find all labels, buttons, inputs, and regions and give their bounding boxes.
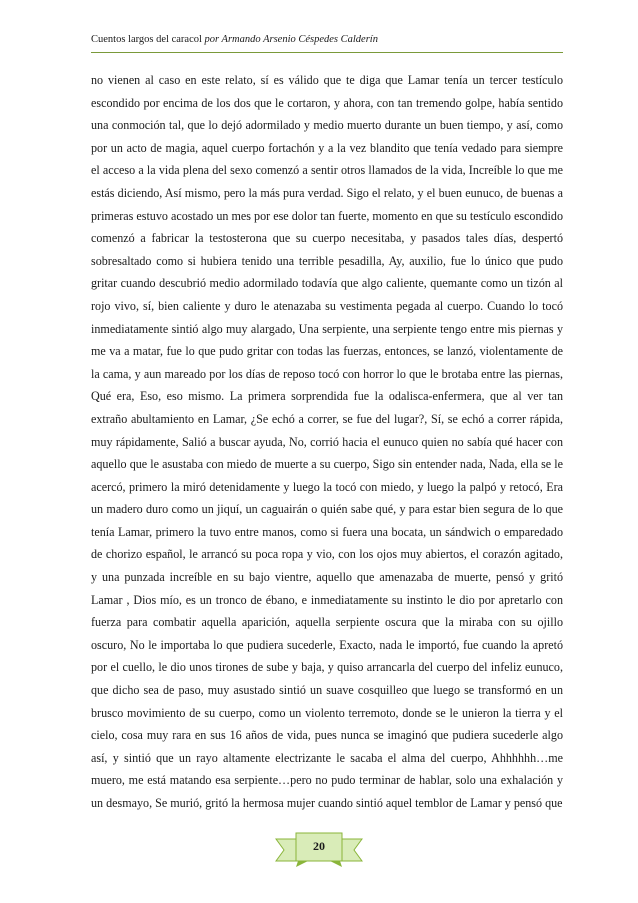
ribbon-left-tail <box>276 839 298 861</box>
header-rule <box>91 52 563 53</box>
book-author: por Armando Arsenio Céspedes Calderín <box>204 34 378 45</box>
body-paragraph: no vienen al caso en este relato, sí es válido que te diga que Lamar tenía un tercer testículo escondido por encima de los dos que le cortaron, y ahora, con tan tremendo golpe, había sentido una conmoción tal, que lo dejó adormilado y medio muerto durante un buen tiempo, y así, como por un acto de magia, aquel cuerpo fortachón y a la vez blandito que tenía vedado para siempre el acceso a la vida plena del sexo comenzó a sentir otros llamados de la vida, Increíble lo que me estás diciendo, Así mismo, pero la más pura verdad. Sigo el relato, y el buen eunuco, de buenas a primeras estuvo acostado un mes por ese dolor tan fuerte, momento en que su testículo escondido comenzó a fabricar la testosterona que su cuerpo necesitaba, y pasados tales días, despertó sobresaltado como si hubiera tenido una terrible pesadilla, Ay, auxilio, fue lo único que pudo gritar cuando descubrió medio adormilado todavía que algo caliente, quemante como un tizón al rojo vivo, sí, bien caliente y duro le atenazaba su vestimenta pegada al cuerpo. Cuando lo tocó inmediatamente sintió algo muy alargado, Una serpiente, una serpiente tengo entre mis piernas y me va a matar, fue lo que pudo gritar con todas las fuerzas, entonces, se lanzó, violentamente de la cama, y aun mareado por los días de reposo tocó con horror lo que le brotaba entre las piernas, Qué era, Eso, eso mismo. La primera sorprendida fue la odalisca-enfermera, que al ver tan extraño abultamiento en Lamar, ¿Se echó a correr, se fue del lugar?, Sí, se echó a correr rápida, muy rápidamente, Salió a buscar ayuda, No, corrió hacia el eunuco quien no sabía qué hacer con aquello que le asustaba con miedo de muerte a su cuerpo, Sigo sin entender nada, Nada, ella se le acercó, primero la miró detenidamente y luego la tocó con miedo, y luego la palpó y retocó, Era un madero duro como un jiquí, un caguairán o quién sabe qué, y para estar bien segura de lo que tenía Lamar, primero la tuvo entre manos, como si fuera una bocata, un sándwich o emparedado de chorizo español, le arrancó su poca ropa y vio, con los ojos muy abiertos, el corazón agitado, y una punzada increíble en su bajo vientre, aquello que amenazaba de muerte, pensó y gritó Lamar , Dios mío, es un tronco de ébano, e inmediatamente su instinto le dio por apretarlo con fuerza para combatir aquella aparición, aquella serpiente oscura que la miraba con su ojillo oscuro, No le importaba lo que pudiera sucederle, Exacto, nada le importó, fue cuando la apretó por el cuello, le dio unos tirones de sube y baja, y quiso arrancarla del cuerpo del infeliz eunuco, que dicho sea de paso, muy asustado sintió un suave cosquilleo que luego se transformó en un brusco movimiento de su cuerpo, como un violento terremoto, donde se le unieron la tierra y el cielo, cosa muy rara en sus 16 años de vida, pues nunca se imaginó que pudiera sucederle algo así, y sintió que un rayo altamente electrizante le sacaba el alma del cuerpo, Ahhhhhh…me muero, me está matando esa serpiente…pero no pudo terminar de hablar, solo una exhalación y un desmayo, Se murió, gritó la hermosa mujer cuando sintió aquel temblor de Lamar y pensó que <box>91 73 563 810</box>
running-header <box>91 33 378 47</box>
book-title: Cuentos largos del caracol <box>91 34 205 45</box>
ribbon-right-tail <box>340 839 362 861</box>
page-number: 20 <box>313 839 325 853</box>
ribbon-left-fold <box>296 861 308 867</box>
ribbon-right-fold <box>330 861 342 867</box>
